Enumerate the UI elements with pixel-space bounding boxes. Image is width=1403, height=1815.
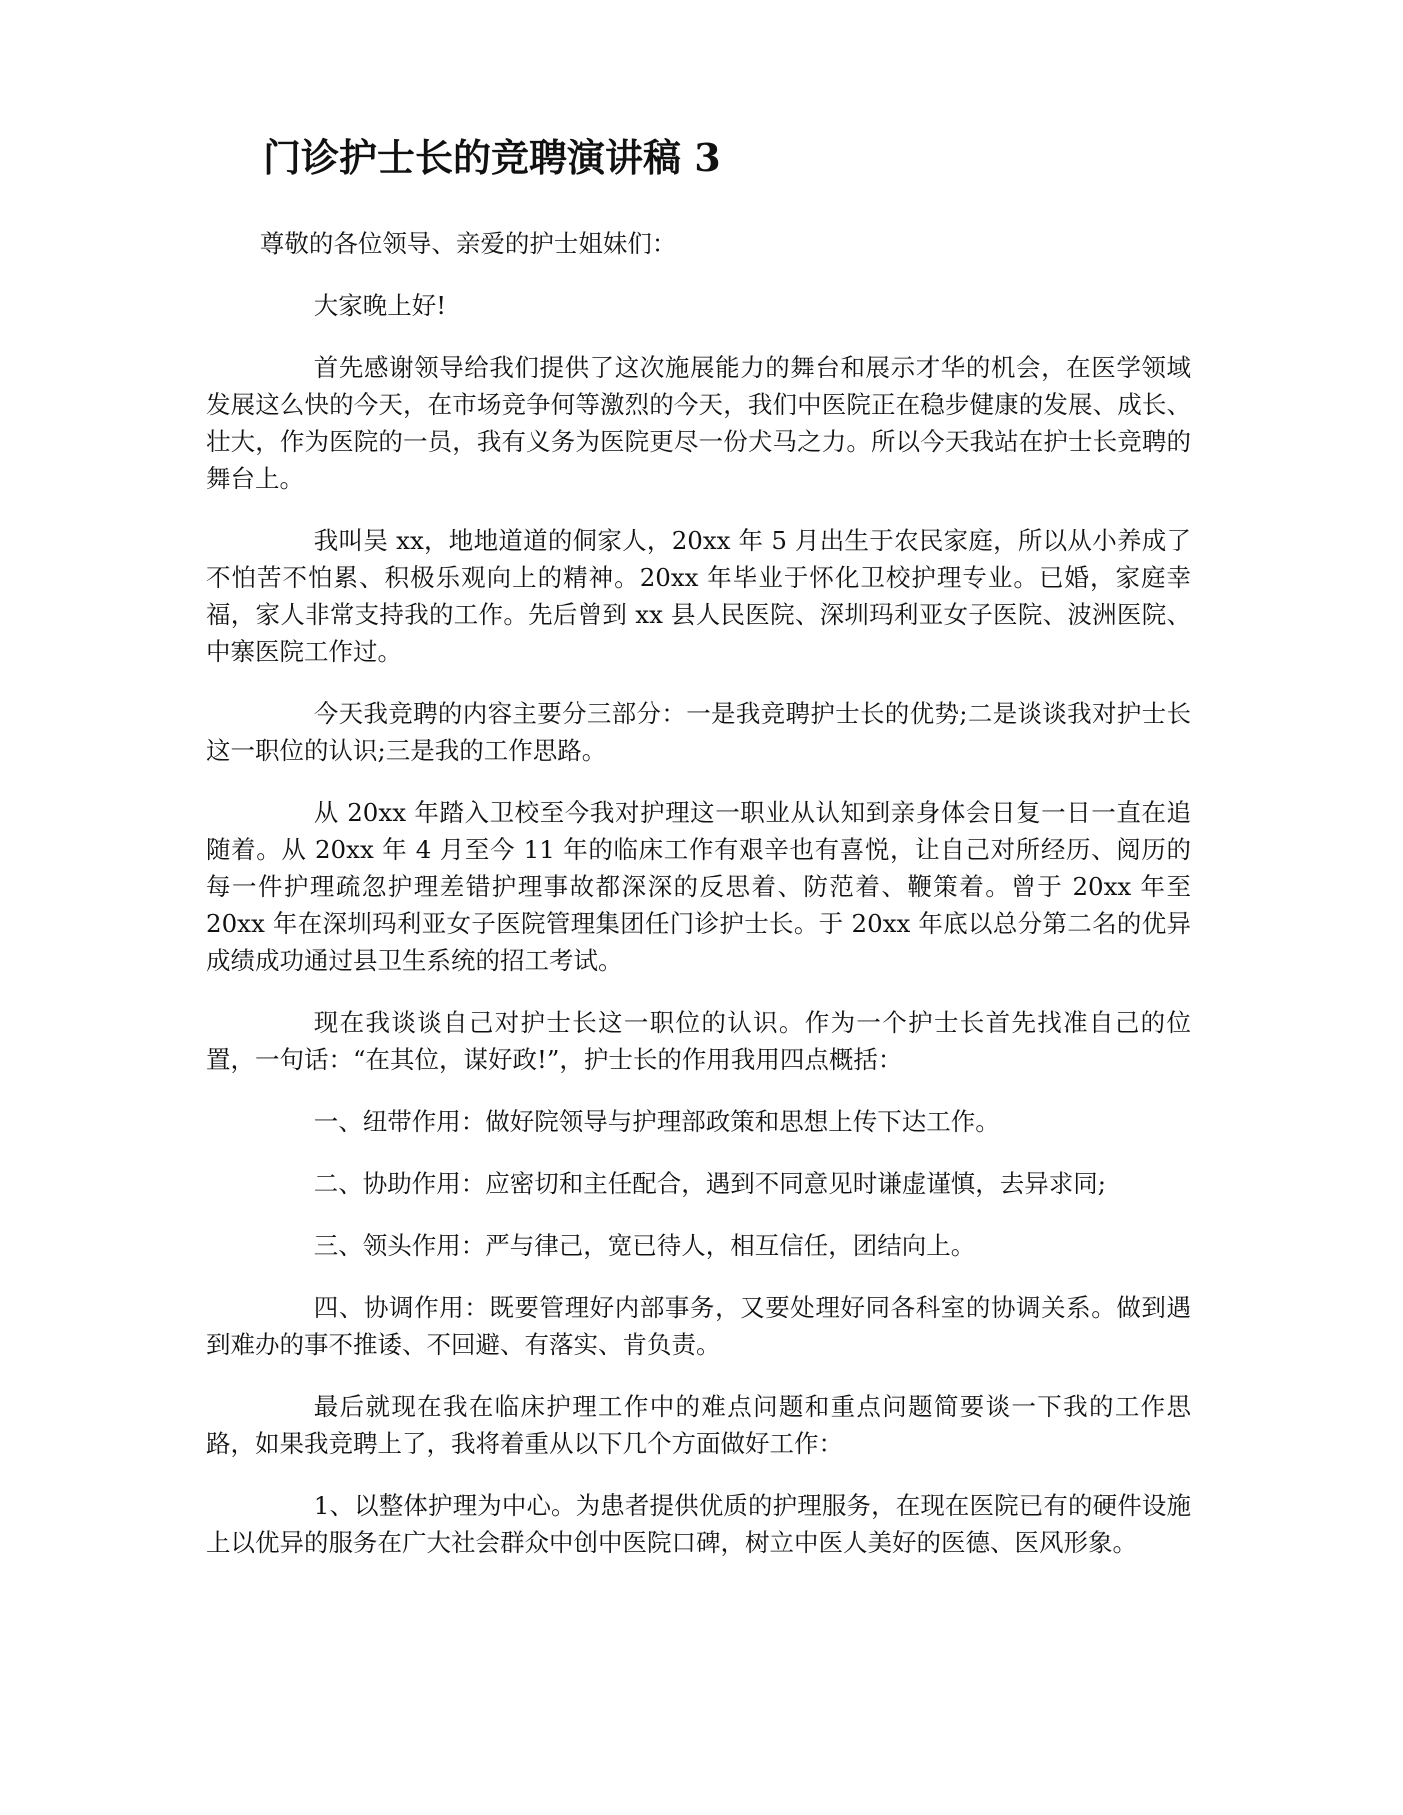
list-paragraph: 一、纽带作用：做好院领导与护理部政策和思想上传下达工作。 [313,1107,1000,1136]
list-paragraph: 二、协助作用：应密切和主任配合，遇到不同意见时谦虚谨慎，去异求同; [313,1169,1107,1198]
greeting-paragraph: 大家晚上好! [313,291,447,320]
list-paragraph: 四、协调作用：既要管理好内部事务，又要处理好同各科室的协调关系。做到遇到难办的事不推诿、不回避、有落实、肯负责。 [206,1293,1191,1359]
body-paragraph: 首先感谢领导给我们提供了这次施展能力的舞台和展示才华的机会，在医学领域发展这么快的今天，在市场竞争何等激烈的今天，我们中医院正在稳步健康的发展、成长、壮大，作为医院的一员，我有义务为医院更尽一份犬马之力。所以今天我站在护士长竞聘的舞台上。 [206,353,1191,493]
document-title: 门诊护士长的竞聘演讲稿 3 [263,135,721,180]
body-paragraph: 从 20xx 年踏入卫校至今我对护理这一职业从认知到亲身体会日复一日一直在追随着。从 20xx 年 4 月至今 11 年的临床工作有艰辛也有喜悦，让自己对所经历、阅历的每一件护理疏忽护理差错护理事故都深深的反思着、防范着、鞭策着。曾于 20xx 年至 20xx 年在深圳玛利亚女子医院管理集团任门诊护士长。于 20xx 年底以总分第二名的优异成绩成功通过县卫生系统的招工考试。 [206,798,1191,975]
salutation-paragraph: 尊敬的各位领导、亲爱的护士姐妹们： [259,229,677,258]
body-paragraph: 我叫吴 xx，地地道道的侗家人，20xx 年 5 月出生于农民家庭，所以从小养成了不怕苦不怕累、积极乐观向上的精神。20xx 年毕业于怀化卫校护理专业。已婚，家庭幸福，家人非常支持我的工作。先后曾到 xx 县人民医院、深圳玛利亚女子医院、波洲医院、中寨医院工作过。 [206,526,1191,666]
body-paragraph: 今天我竞聘的内容主要分三部分：一是我竞聘护士长的优势;二是谈谈我对护士长这一职位的认识;三是我的工作思路。 [206,699,1191,765]
body-paragraph: 现在我谈谈自己对护士长这一职位的认识。作为一个护士长首先找准自己的位置，一句话：“在其位，谋好政!”，护士长的作用我用四点概括： [206,1008,1191,1074]
list-paragraph: 三、领头作用：严与律己，宽已待人，相互信任，团结向上。 [313,1231,976,1260]
document-body [206,225,1191,1586]
body-paragraph: 1、以整体护理为中心。为患者提供优质的护理服务，在现在医院已有的硬件设施上以优异的服务在广大社会群众中创中医院口碑，树立中医人美好的医德、医风形象。 [206,1491,1191,1557]
body-paragraph: 最后就现在我在临床护理工作中的难点问题和重点问题简要谈一下我的工作思路，如果我竞聘上了，我将着重从以下几个方面做好工作： [206,1392,1191,1458]
